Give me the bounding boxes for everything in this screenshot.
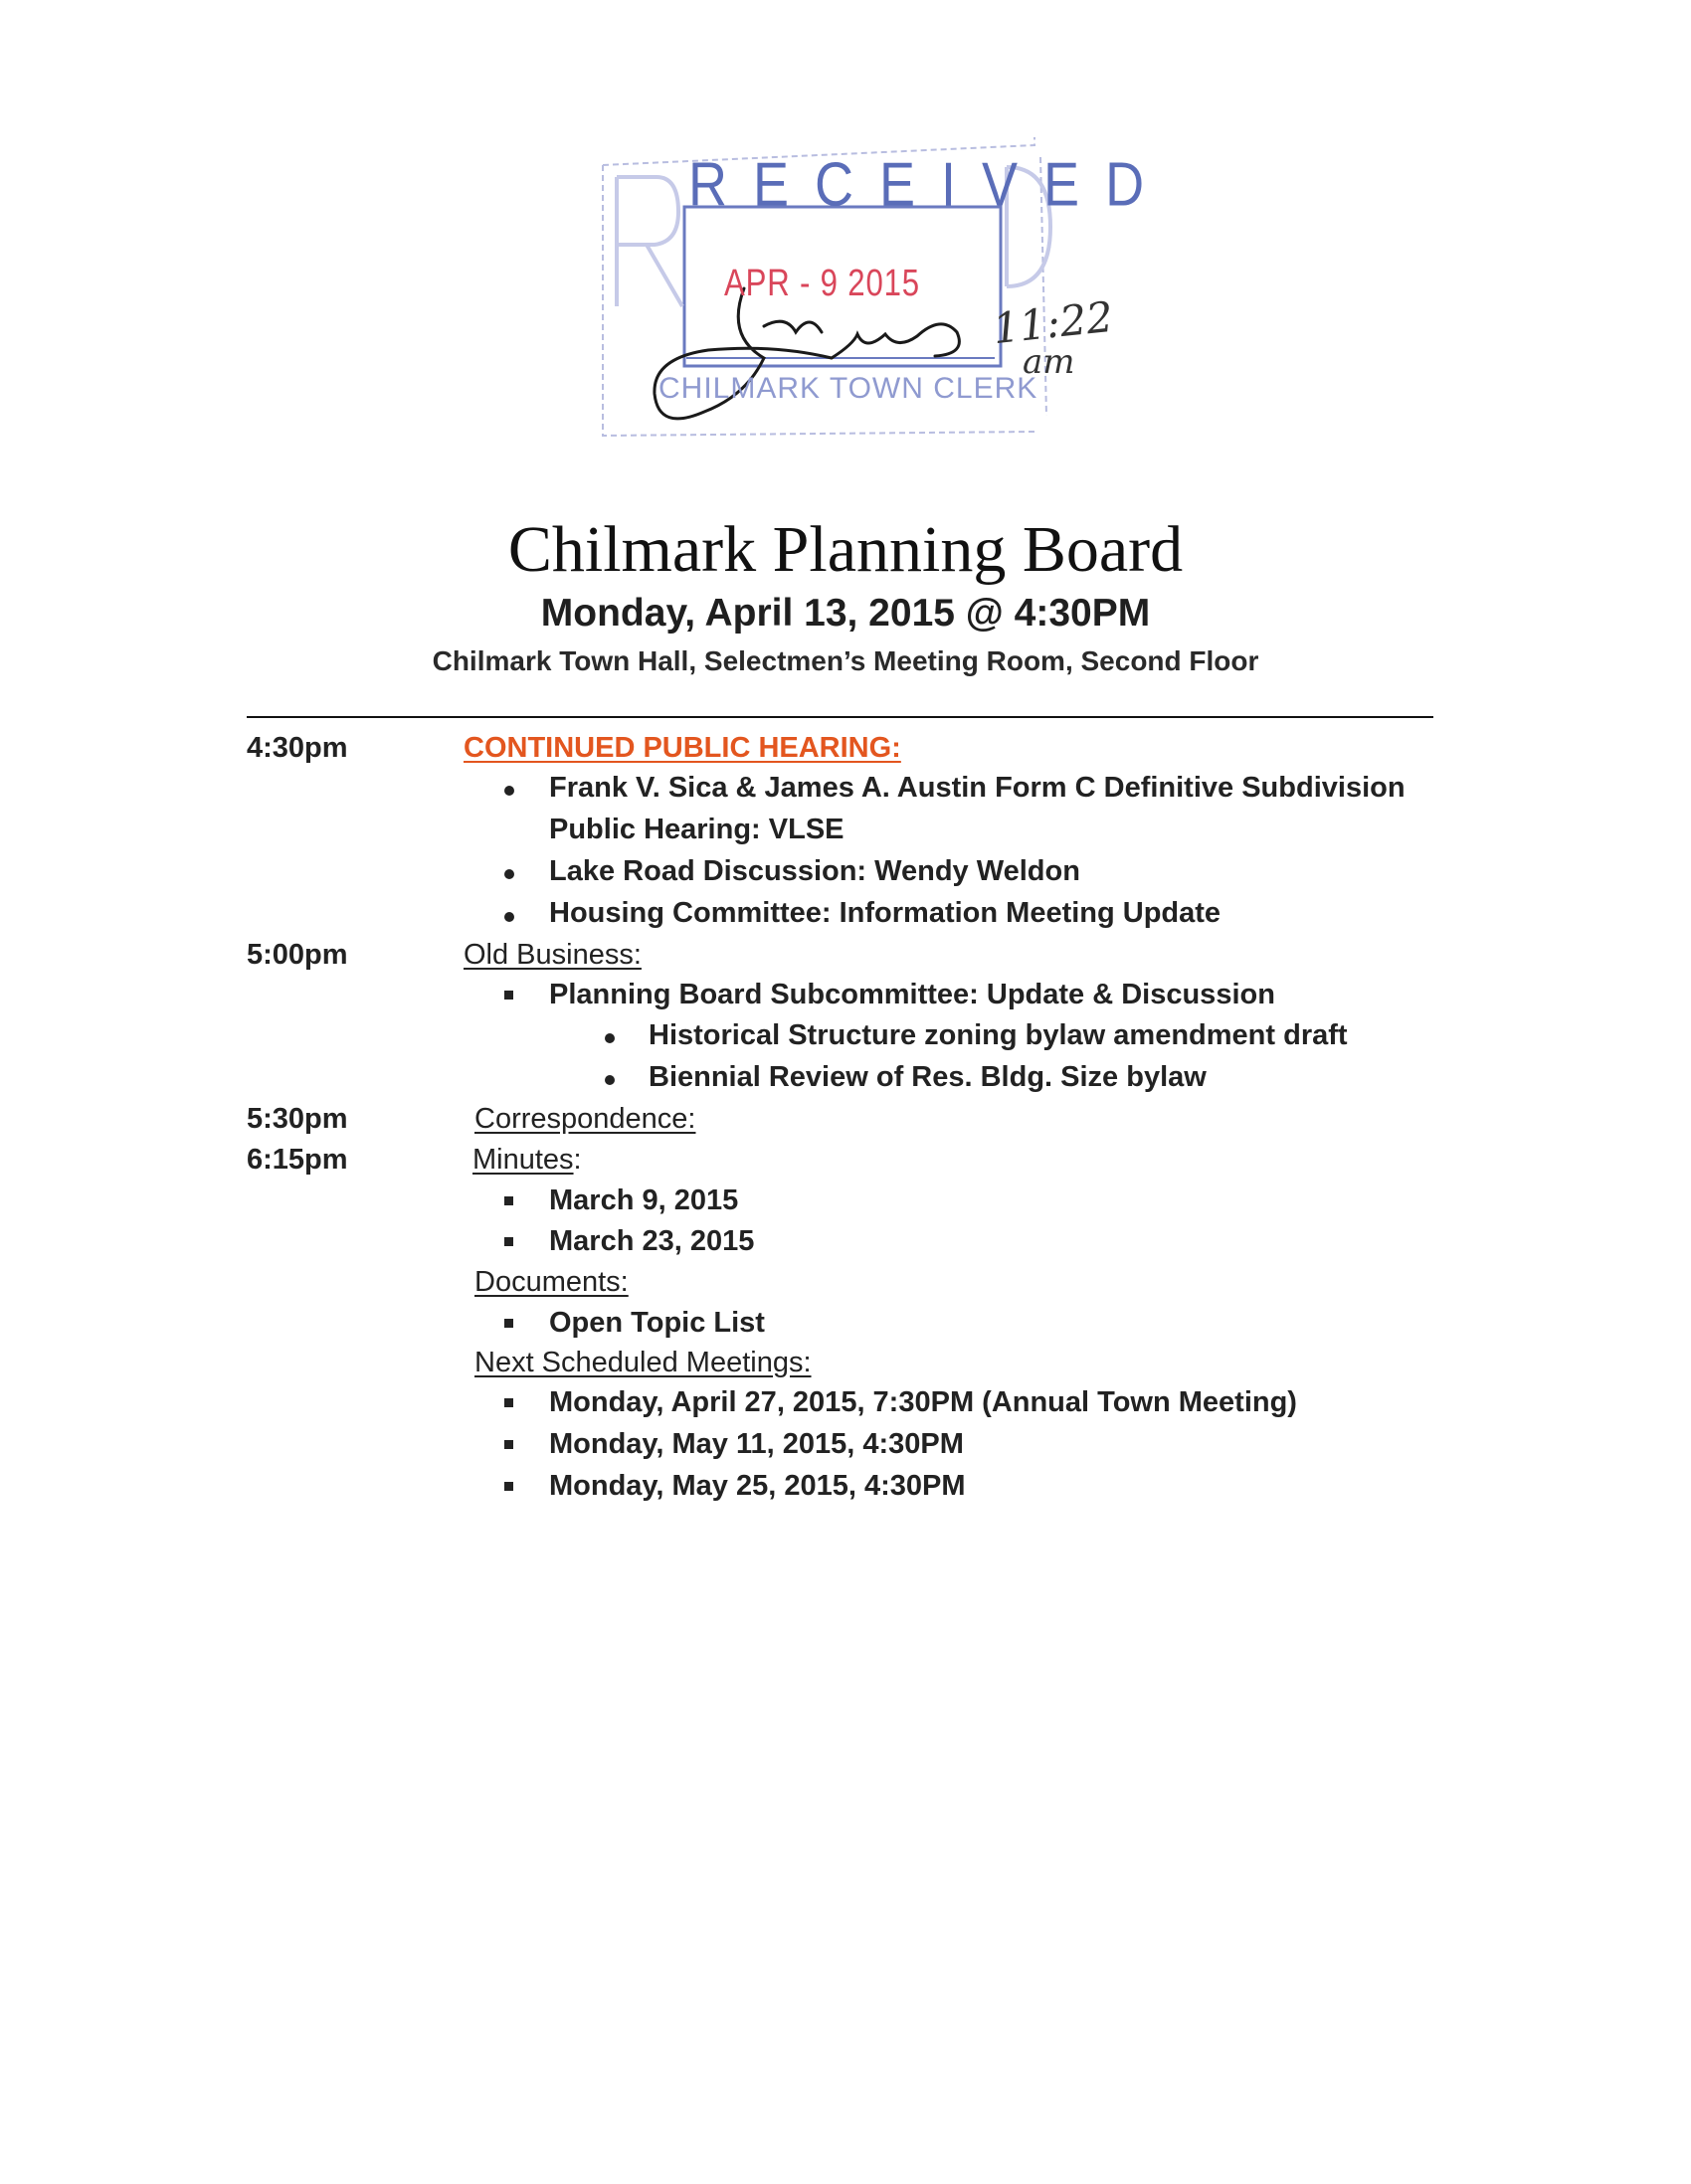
agenda-item: March 23, 2015 <box>549 1225 755 1257</box>
bullet-square-icon <box>504 1440 513 1449</box>
meeting-datetime: Monday, April 13, 2015 @ 4:30PM <box>540 592 1151 635</box>
agenda-item: Monday, April 27, 2015, 7:30PM (Annual Town Meeting) <box>549 1386 1297 1418</box>
agenda-item: Monday, May 25, 2015, 4:30PM <box>549 1470 966 1502</box>
agenda-subitem: Biennial Review of Res. Bldg. Size bylaw <box>649 1061 1207 1093</box>
minutes-heading-text: Minutes <box>472 1144 574 1176</box>
agenda-section-heading: Documents: <box>474 1266 629 1298</box>
agenda-item: Monday, May 11, 2015, 4:30PM <box>549 1428 964 1460</box>
minutes-heading-colon: : <box>573 1144 582 1176</box>
handwritten-time: 11:22 <box>990 291 1116 354</box>
agenda-time: 4:30pm <box>247 732 348 764</box>
page-title: Chilmark Planning Board <box>507 513 1184 586</box>
agenda-item: Planning Board Subcommittee: Update & Discussion <box>549 979 1275 1010</box>
agenda-section-heading: Correspondence: <box>474 1103 696 1135</box>
agenda-item: March 9, 2015 <box>549 1184 739 1216</box>
bullet-dot-icon <box>605 1075 615 1085</box>
meeting-location: Chilmark Town Hall, Selectmen’s Meeting Room, Second Floor <box>432 645 1259 676</box>
stamp-clerk-text: CHILMARK TOWN CLERK <box>658 372 1038 405</box>
bullet-square-icon <box>504 1237 513 1246</box>
bullet-square-icon <box>504 1196 513 1205</box>
agenda-time: 5:30pm <box>247 1103 348 1135</box>
bullet-square-icon <box>504 1482 513 1491</box>
agenda-section-heading <box>472 1144 582 1177</box>
bullet-square-icon <box>504 1398 513 1407</box>
bullet-dot-icon <box>605 1033 615 1043</box>
agenda-item: Lake Road Discussion: Wendy Weldon <box>549 855 1080 887</box>
handwritten-ampm: am <box>1023 342 1075 382</box>
agenda-item-continuation: Public Hearing: VLSE <box>549 814 845 845</box>
agenda-section-heading: Old Business: <box>464 939 642 971</box>
agenda-section-heading: Next Scheduled Meetings: <box>474 1347 812 1378</box>
agenda-item: Frank V. Sica & James A. Austin Form C Definitive Subdivision <box>549 772 1406 804</box>
stamp-date: APR - 9 2015 <box>724 263 920 304</box>
agenda-item: Housing Committee: Information Meeting Update <box>549 897 1221 929</box>
agenda-section-heading: CONTINUED PUBLIC HEARING: <box>464 732 901 764</box>
bullet-dot-icon <box>504 786 514 796</box>
stamp-received-text: RECEIVED <box>688 150 1171 220</box>
bullet-dot-icon <box>504 912 514 922</box>
agenda-time: 5:00pm <box>247 939 348 971</box>
bullet-square-icon <box>504 991 513 1000</box>
agenda-subitem: Historical Structure zoning bylaw amendment draft <box>649 1019 1348 1051</box>
bullet-dot-icon <box>504 869 514 879</box>
agenda-item: Open Topic List <box>549 1307 765 1339</box>
bullet-square-icon <box>504 1319 513 1328</box>
agenda-time: 6:15pm <box>247 1144 348 1176</box>
